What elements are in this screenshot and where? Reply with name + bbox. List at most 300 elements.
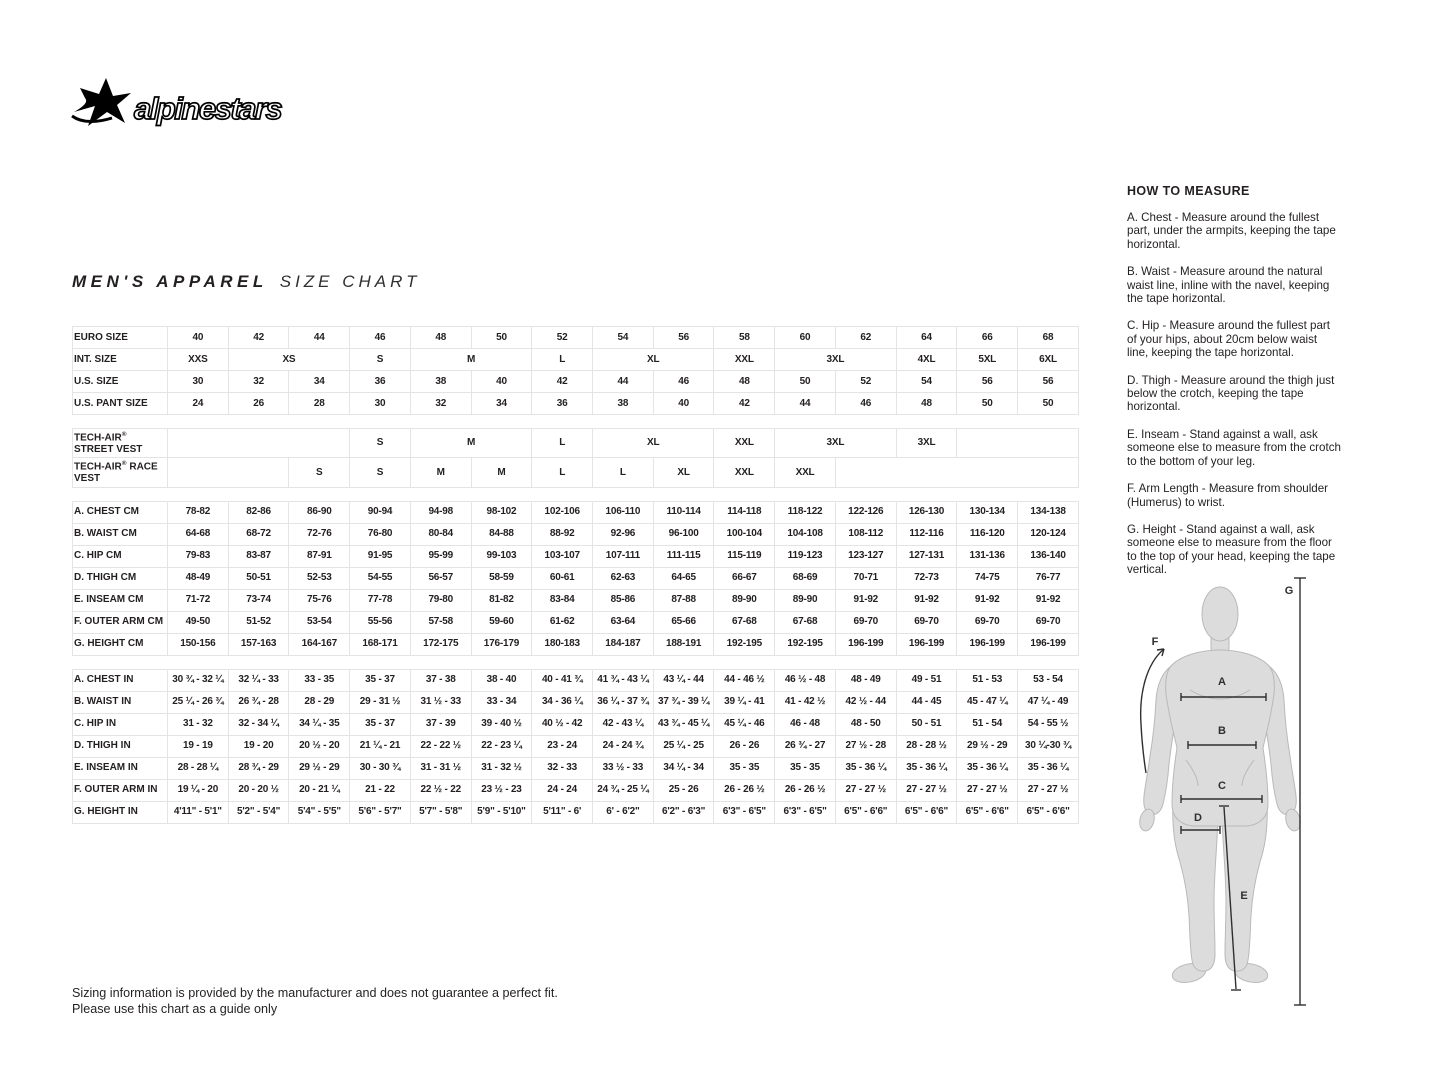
size-cell: 38 — [410, 371, 471, 393]
size-cell: 91-95 — [350, 545, 411, 567]
size-cell: 57-58 — [410, 611, 471, 633]
size-cell: 99-103 — [471, 545, 532, 567]
size-cell: 53 - 54 — [1018, 669, 1079, 691]
table-row — [73, 633, 1079, 655]
table-row — [73, 458, 1079, 487]
row-label: TECH-AIR® STREET VEST — [73, 429, 168, 458]
size-cell: 46 — [835, 393, 896, 415]
size-cell: 87-91 — [289, 545, 350, 567]
measure-instruction-height: G. Height - Stand against a wall, ask someone else to measure from the floor to the top of your head, keeping the tape vertical. — [1127, 522, 1336, 577]
size-cell: 6XL — [1018, 349, 1079, 371]
size-cell: 76-80 — [350, 523, 411, 545]
size-cell: 35 - 35 — [714, 757, 775, 779]
row-label: C. HIP CM — [73, 545, 168, 567]
size-cell: 6'2" - 6'3" — [653, 801, 714, 823]
row-label: F. OUTER ARM IN — [73, 779, 168, 801]
size-cell: 35 - 36 ¼ — [835, 757, 896, 779]
size-cell: 96-100 — [653, 523, 714, 545]
size-cell: 54 — [593, 327, 654, 349]
size-cell: 5XL — [957, 349, 1018, 371]
size-cell: 115-119 — [714, 545, 775, 567]
size-cell: 30 — [350, 393, 411, 415]
size-cell: 112-116 — [896, 523, 957, 545]
size-cell: 33 - 35 — [289, 669, 350, 691]
size-cell: 43 ¾ - 45 ¼ — [653, 713, 714, 735]
size-cell: 32 — [228, 371, 289, 393]
row-label: D. THIGH CM — [73, 567, 168, 589]
size-cell: L — [593, 458, 654, 487]
size-cell: 49 - 51 — [896, 669, 957, 691]
size-cell: 100-104 — [714, 523, 775, 545]
size-cell: 45 - 47 ¼ — [957, 691, 1018, 713]
size-cell: 20 ½ - 20 — [289, 735, 350, 757]
size-cell: 67-68 — [714, 611, 775, 633]
size-cell: 196-199 — [957, 633, 1018, 655]
row-label: A. CHEST IN — [73, 669, 168, 691]
size-cell: 26 — [228, 393, 289, 415]
size-cell: 188-191 — [653, 633, 714, 655]
size-cell: 92-96 — [593, 523, 654, 545]
measure-instruction-thigh: D. Thigh - Measure around the thigh just below the crotch, keeping the tape horizontal. — [1127, 373, 1335, 414]
size-cell: 35 - 36 ¼ — [1018, 757, 1079, 779]
size-cell: 107-111 — [593, 545, 654, 567]
size-cell: 28 - 28 ½ — [896, 735, 957, 757]
size-cell: 54 - 55 ½ — [1018, 713, 1079, 735]
size-cell: 48 — [410, 327, 471, 349]
size-cell: 35 - 37 — [350, 669, 411, 691]
size-cell: 83-87 — [228, 545, 289, 567]
measure-instruction-waist: B. Waist - Measure around the natural waist line, inline with the navel, keeping the tape horizontal. — [1127, 265, 1330, 306]
size-cell: 5'4" - 5'5" — [289, 801, 350, 823]
size-cell: 26 - 26 — [714, 735, 775, 757]
size-cell: 44 — [289, 327, 350, 349]
size-cell: 33 - 34 — [471, 691, 532, 713]
size-cell: 78-82 — [168, 501, 229, 523]
size-cell: 184-187 — [593, 633, 654, 655]
size-cell: 84-88 — [471, 523, 532, 545]
size-cell: 40 ½ - 42 — [532, 713, 593, 735]
size-cell: 126-130 — [896, 501, 957, 523]
size-cell: XXL — [714, 429, 775, 458]
size-cell: 40 — [653, 393, 714, 415]
row-label: D. THIGH IN — [73, 735, 168, 757]
size-cell: 35 - 37 — [350, 713, 411, 735]
size-cell: 130-134 — [957, 501, 1018, 523]
size-cell: L — [532, 349, 593, 371]
size-cell: 58 — [714, 327, 775, 349]
size-cell — [168, 429, 350, 458]
brand-logo-text: alpinestars — [134, 91, 282, 126]
size-cell: XXL — [714, 458, 775, 487]
size-cell: 114-118 — [714, 501, 775, 523]
size-table-group-sizes — [72, 326, 1079, 415]
size-cell: 6'3" - 6'5" — [775, 801, 836, 823]
size-cell: 68 — [1018, 327, 1079, 349]
size-cell: 46 — [350, 327, 411, 349]
size-cell: 98-102 — [471, 501, 532, 523]
size-cell: 24 - 24 — [532, 779, 593, 801]
size-cell: 19 - 20 — [228, 735, 289, 757]
brand-logo — [68, 76, 328, 140]
table-row — [73, 669, 1079, 691]
size-cell: XL — [593, 429, 714, 458]
size-cell: 24 ¾ - 25 ¼ — [593, 779, 654, 801]
size-cell: 48 — [896, 393, 957, 415]
size-cell: 19 ¼ - 20 — [168, 779, 229, 801]
size-cell: 32 — [410, 393, 471, 415]
size-cell: 40 — [471, 371, 532, 393]
size-cell: 56 — [957, 371, 1018, 393]
size-table-group-cm — [72, 501, 1079, 656]
table-row — [73, 429, 1079, 458]
size-cell: 60 — [775, 327, 836, 349]
size-cell: 91-92 — [896, 589, 957, 611]
table-row — [73, 801, 1079, 823]
size-cell: 31 - 32 ½ — [471, 757, 532, 779]
size-cell: 44 - 45 — [896, 691, 957, 713]
size-cell: 46 - 48 — [775, 713, 836, 735]
size-cell: 32 - 33 — [532, 757, 593, 779]
size-table-group-tech_air — [72, 428, 1079, 488]
size-cell: 83-84 — [532, 589, 593, 611]
size-cell: 85-86 — [593, 589, 654, 611]
size-cell: 21 ¼ - 21 — [350, 735, 411, 757]
size-cell: 150-156 — [168, 633, 229, 655]
size-cell: 104-108 — [775, 523, 836, 545]
size-cell: M — [410, 349, 531, 371]
size-cell: 123-127 — [835, 545, 896, 567]
alpinestars-logo-icon — [68, 76, 328, 140]
size-cell: 33 ½ - 33 — [593, 757, 654, 779]
diagram-label-g: G — [1284, 585, 1294, 597]
size-cell: 5'11" - 6' — [532, 801, 593, 823]
size-cell: 49-50 — [168, 611, 229, 633]
size-cell: 81-82 — [471, 589, 532, 611]
size-cell: 136-140 — [1018, 545, 1079, 567]
size-cell: 6'5" - 6'6" — [835, 801, 896, 823]
size-cell: 51-52 — [228, 611, 289, 633]
size-cell: 26 - 26 ½ — [714, 779, 775, 801]
row-label: G. HEIGHT IN — [73, 801, 168, 823]
measure-instruction-chest: A. Chest - Measure around the fullest part, under the armpits, keeping the tape horizontal. — [1127, 211, 1336, 251]
size-cell: 6'5" - 6'6" — [1018, 801, 1079, 823]
size-cell: 24 — [168, 393, 229, 415]
diagram-label-a: A — [1218, 676, 1226, 688]
size-cell: 51 - 54 — [957, 713, 1018, 735]
size-cell: 63-64 — [593, 611, 654, 633]
size-cell: 111-115 — [653, 545, 714, 567]
size-cell: 94-98 — [410, 501, 471, 523]
size-cell: 54 — [896, 371, 957, 393]
size-cell: 5'7" - 5'8" — [410, 801, 471, 823]
diagram-label-f: F — [1151, 636, 1159, 648]
size-cell: 35 - 36 ¼ — [957, 757, 1018, 779]
size-cell: 196-199 — [835, 633, 896, 655]
size-cell: 103-107 — [532, 545, 593, 567]
size-cell: 192-195 — [714, 633, 775, 655]
size-cell: 51 - 53 — [957, 669, 1018, 691]
size-cell: 64-68 — [168, 523, 229, 545]
size-cell: 56-57 — [410, 567, 471, 589]
size-cell: 89-90 — [775, 589, 836, 611]
size-cell: 29 - 31 ½ — [350, 691, 411, 713]
size-cell: 35 - 36 ¼ — [896, 757, 957, 779]
size-cell: 28 — [289, 393, 350, 415]
size-cell: 25 ¼ - 26 ¾ — [168, 691, 229, 713]
diagram-label-d: D — [1194, 812, 1202, 824]
size-cell: 28 ¾ - 29 — [228, 757, 289, 779]
size-cell — [957, 429, 1079, 458]
size-cell: 47 ¼ - 49 — [1018, 691, 1079, 713]
size-cell: 31 - 32 — [168, 713, 229, 735]
size-cell: 36 ¼ - 37 ¾ — [593, 691, 654, 713]
size-cell: 180-183 — [532, 633, 593, 655]
size-cell: 54-55 — [350, 567, 411, 589]
how-to-measure-section — [1127, 184, 1341, 591]
size-cell: 110-114 — [653, 501, 714, 523]
size-cell: 62 — [835, 327, 896, 349]
size-cell: M — [410, 458, 471, 487]
table-row — [73, 393, 1079, 415]
size-cell: 3XL — [775, 429, 896, 458]
size-cell: 27 - 27 ½ — [1018, 779, 1079, 801]
size-cell: XXL — [714, 349, 775, 371]
size-cell: 61-62 — [532, 611, 593, 633]
size-cell: 73-74 — [228, 589, 289, 611]
size-cell: 44 — [593, 371, 654, 393]
size-cell: 42 — [228, 327, 289, 349]
size-cell: 52 — [835, 371, 896, 393]
size-cell: 122-126 — [835, 501, 896, 523]
size-cell: 27 - 27 ½ — [957, 779, 1018, 801]
size-cell: 196-199 — [1018, 633, 1079, 655]
size-cell: 62-63 — [593, 567, 654, 589]
size-cell: 102-106 — [532, 501, 593, 523]
size-cell: 5'6" - 5'7" — [350, 801, 411, 823]
size-cell: 55-56 — [350, 611, 411, 633]
size-cell: 52 — [532, 327, 593, 349]
size-cell: 5'9" - 5'10" — [471, 801, 532, 823]
size-cell: 27 - 27 ½ — [896, 779, 957, 801]
size-cell: 71-72 — [168, 589, 229, 611]
size-cell: XXL — [775, 458, 836, 487]
size-cell: 106-110 — [593, 501, 654, 523]
size-cell: 74-75 — [957, 567, 1018, 589]
size-cell: 25 - 26 — [653, 779, 714, 801]
row-label: E. INSEAM CM — [73, 589, 168, 611]
table-row — [73, 545, 1079, 567]
size-cell: 95-99 — [410, 545, 471, 567]
alpinestars-star-icon — [72, 78, 131, 126]
size-cell: XL — [653, 458, 714, 487]
size-cell: 23 ½ - 23 — [471, 779, 532, 801]
size-cell: 87-88 — [653, 589, 714, 611]
size-cell: 37 - 39 — [410, 713, 471, 735]
table-row — [73, 523, 1079, 545]
size-cell: 90-94 — [350, 501, 411, 523]
size-cell: M — [410, 429, 531, 458]
size-cell: 72-76 — [289, 523, 350, 545]
size-cell: 91-92 — [835, 589, 896, 611]
size-cell: 48 — [714, 371, 775, 393]
size-cell: 50 — [471, 327, 532, 349]
size-cell: 31 - 31 ½ — [410, 757, 471, 779]
row-label: U.S. SIZE — [73, 371, 168, 393]
page-title-main: MEN'S APPAREL — [72, 272, 268, 291]
size-cell: 6'3" - 6'5" — [714, 801, 775, 823]
size-cell: 26 - 26 ½ — [775, 779, 836, 801]
size-cell: 157-163 — [228, 633, 289, 655]
body-measurement-diagram — [1128, 562, 1445, 1047]
size-cell: 48-49 — [168, 567, 229, 589]
table-row — [73, 589, 1079, 611]
size-cell: 69-70 — [957, 611, 1018, 633]
size-cell: 58-59 — [471, 567, 532, 589]
table-row — [73, 713, 1079, 735]
size-cell: XXS — [168, 349, 229, 371]
size-cell: 35 - 35 — [775, 757, 836, 779]
size-cell: 28 - 29 — [289, 691, 350, 713]
size-cell: L — [532, 458, 593, 487]
row-label: INT. SIZE — [73, 349, 168, 371]
disclaimer-line-1: Sizing information is provided by the manufacturer and does not guarantee a perfect fit. — [72, 986, 558, 1000]
size-cell: 56 — [653, 327, 714, 349]
size-cell: 38 - 40 — [471, 669, 532, 691]
size-cell — [835, 458, 1078, 487]
size-cell: 34 — [471, 393, 532, 415]
size-cell: 196-199 — [896, 633, 957, 655]
size-cell: 91-92 — [1018, 589, 1079, 611]
size-cell: 40 — [168, 327, 229, 349]
size-cell: 6'5" - 6'6" — [957, 801, 1018, 823]
size-cell: 116-120 — [957, 523, 1018, 545]
size-cell: 34 ¼ - 35 — [289, 713, 350, 735]
size-cell: 69-70 — [835, 611, 896, 633]
size-cell: 22 ½ - 22 — [410, 779, 471, 801]
row-label: TECH-AIR® RACE VEST — [73, 458, 168, 487]
size-cell: 50 - 51 — [896, 713, 957, 735]
measure-instruction-inseam: E. Inseam - Stand against a wall, ask someone else to measure from the crotch to the bottom of your leg. — [1127, 427, 1341, 468]
size-cell: 44 — [775, 393, 836, 415]
table-row — [73, 501, 1079, 523]
size-cell: 176-179 — [471, 633, 532, 655]
size-cell: 120-124 — [1018, 523, 1079, 545]
size-cell: 20 - 21 ¼ — [289, 779, 350, 801]
size-cell: 27 - 27 ½ — [835, 779, 896, 801]
size-cell: 172-175 — [410, 633, 471, 655]
measure-instruction-hip: C. Hip - Measure around the fullest part of your hips, about 20cm below waist line, keeping the tape horizontal. — [1127, 319, 1330, 360]
row-label: A. CHEST CM — [73, 501, 168, 523]
size-cell: 5'2" - 5'4" — [228, 801, 289, 823]
size-cell: 67-68 — [775, 611, 836, 633]
size-cell: 41 - 42 ½ — [775, 691, 836, 713]
size-cell — [168, 458, 289, 487]
size-cell: 127-131 — [896, 545, 957, 567]
page-title-sub: SIZE CHART — [279, 272, 421, 291]
row-label: G. HEIGHT CM — [73, 633, 168, 655]
size-cell: 53-54 — [289, 611, 350, 633]
size-cell: 19 - 19 — [168, 735, 229, 757]
size-cell: 34 ¼ - 34 — [653, 757, 714, 779]
size-table-group-in — [72, 669, 1079, 824]
row-label: B. WAIST CM — [73, 523, 168, 545]
size-table — [72, 326, 1079, 824]
size-cell: 79-83 — [168, 545, 229, 567]
size-cell: 46 — [653, 371, 714, 393]
size-cell: 64-65 — [653, 567, 714, 589]
size-cell: XL — [593, 349, 714, 371]
size-cell: 68-69 — [775, 567, 836, 589]
size-cell: 65-66 — [653, 611, 714, 633]
size-cell: 39 - 40 ½ — [471, 713, 532, 735]
size-cell: S — [350, 429, 411, 458]
size-cell: 36 — [532, 393, 593, 415]
size-cell: 89-90 — [714, 589, 775, 611]
size-cell: 32 ¼ - 33 — [228, 669, 289, 691]
size-cell: 64 — [896, 327, 957, 349]
size-cell: 25 ¼ - 25 — [653, 735, 714, 757]
size-cell: 42 - 43 ¼ — [593, 713, 654, 735]
size-cell: 131-136 — [957, 545, 1018, 567]
size-cell: 118-122 — [775, 501, 836, 523]
size-cell: 76-77 — [1018, 567, 1079, 589]
size-cell: 75-76 — [289, 589, 350, 611]
size-cell: 50 — [957, 393, 1018, 415]
row-label: C. HIP IN — [73, 713, 168, 735]
size-cell: 82-86 — [228, 501, 289, 523]
size-cell: 4XL — [896, 349, 957, 371]
size-cell: 43 ¼ - 44 — [653, 669, 714, 691]
size-cell: 26 ¾ - 28 — [228, 691, 289, 713]
size-cell: 88-92 — [532, 523, 593, 545]
size-cell: 22 - 22 ½ — [410, 735, 471, 757]
size-cell: M — [471, 458, 532, 487]
size-cell: 37 - 38 — [410, 669, 471, 691]
table-row — [73, 691, 1079, 713]
disclaimer — [72, 986, 558, 1017]
size-cell: S — [350, 458, 411, 487]
size-cell: 134-138 — [1018, 501, 1079, 523]
size-cell: 37 ¾ - 39 ¼ — [653, 691, 714, 713]
size-cell: 42 ½ - 44 — [835, 691, 896, 713]
size-cell: 23 - 24 — [532, 735, 593, 757]
row-label: E. INSEAM IN — [73, 757, 168, 779]
size-cell: 48 - 49 — [835, 669, 896, 691]
diagram-label-e: E — [1240, 890, 1248, 902]
size-cell: 50 — [1018, 393, 1079, 415]
size-cell: 50-51 — [228, 567, 289, 589]
size-cell: 86-90 — [289, 501, 350, 523]
size-cell: 4'11" - 5'1" — [168, 801, 229, 823]
size-cell: 3XL — [896, 429, 957, 458]
size-cell: 42 — [714, 393, 775, 415]
size-cell: 26 ¾ - 27 — [775, 735, 836, 757]
page-title — [72, 272, 421, 292]
table-row — [73, 327, 1079, 349]
table-row — [73, 779, 1079, 801]
size-cell: 119-123 — [775, 545, 836, 567]
size-cell: 44 - 46 ½ — [714, 669, 775, 691]
how-to-measure-title: HOW TO MEASURE — [1127, 184, 1250, 198]
size-cell: S — [289, 458, 350, 487]
disclaimer-line-2: Please use this chart as a guide only — [72, 1001, 278, 1016]
size-cell: 31 ½ - 33 — [410, 691, 471, 713]
size-cell: 108-112 — [835, 523, 896, 545]
table-row — [73, 371, 1079, 393]
size-cell: 91-92 — [957, 589, 1018, 611]
size-cell: 66-67 — [714, 567, 775, 589]
table-row — [73, 757, 1079, 779]
